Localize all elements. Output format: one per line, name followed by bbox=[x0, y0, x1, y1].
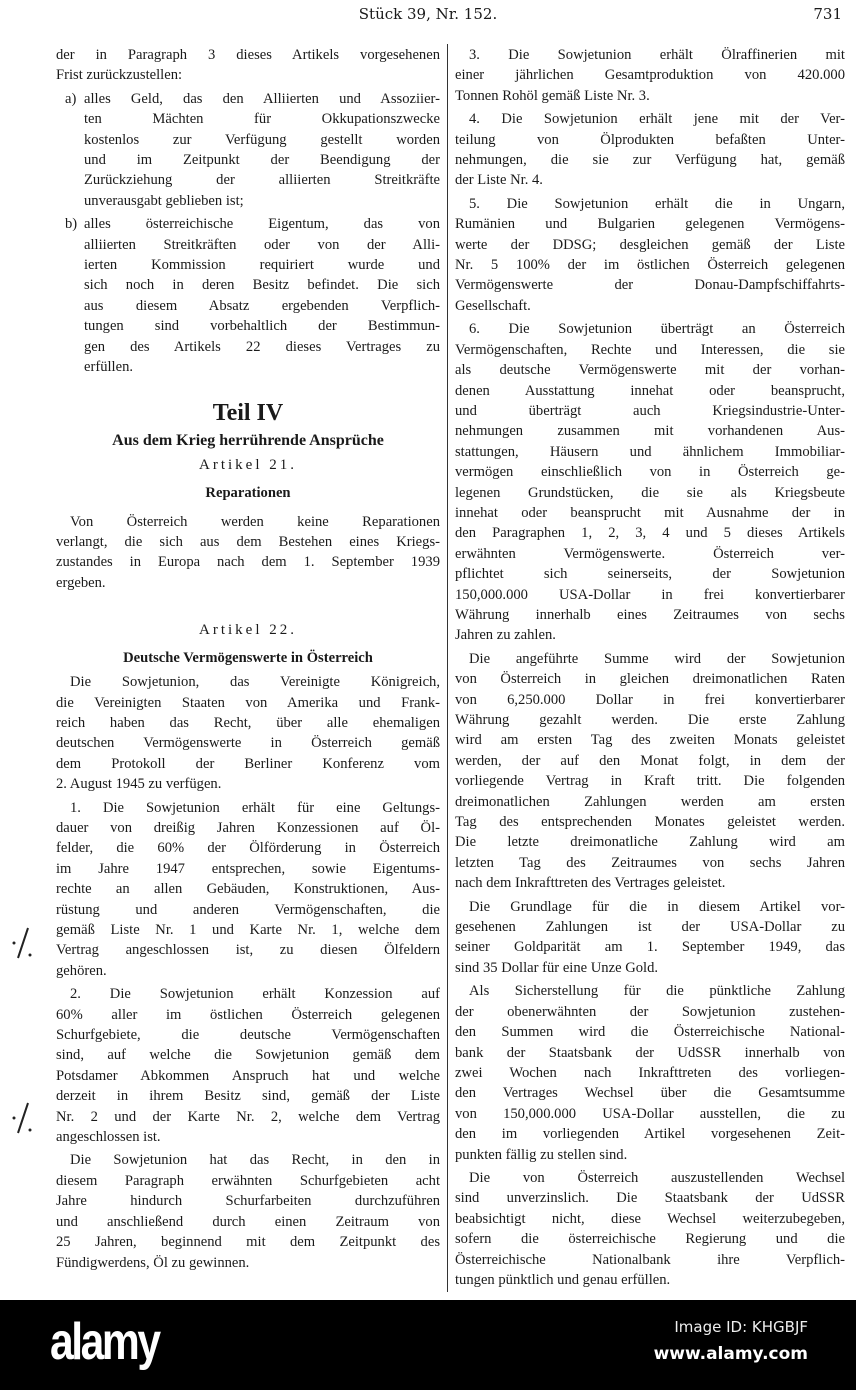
line-text: kostenlos zur Verfügung gestellt worden bbox=[84, 131, 440, 148]
line-text: werden, der auf den Monat folgt, in dem der bbox=[455, 752, 845, 769]
left-column bbox=[56, 42, 440, 1273]
text-line bbox=[56, 713, 440, 733]
line-text: alles Geld, das den Alliierten und Assoziier- bbox=[84, 90, 440, 107]
line-text: Tonnen Rohöl gemäß Liste Nr. 3. bbox=[455, 87, 650, 104]
text-line bbox=[56, 1066, 440, 1086]
line-text: nehmungen, die sie zur Verfügung hat, gemäß bbox=[455, 152, 845, 169]
item-label: b) bbox=[65, 216, 78, 233]
line-text: der Liste Nr. 4. bbox=[455, 172, 543, 189]
line-text: punkten fällig zu stellen sind. bbox=[455, 1146, 628, 1163]
text-line bbox=[56, 1025, 440, 1045]
line-text: felder, die 60% der Ölförderung in Österreich bbox=[56, 840, 440, 857]
para-block bbox=[56, 1150, 440, 1272]
text-line bbox=[56, 672, 440, 692]
text-line bbox=[56, 693, 440, 713]
text-line bbox=[455, 625, 845, 645]
text-line bbox=[455, 109, 845, 129]
text-line bbox=[455, 1104, 845, 1124]
handwritten-margin-mark bbox=[8, 925, 38, 961]
site-url: www.alamy.com bbox=[653, 1344, 808, 1364]
line-text: seiner Goldparität am 1. September 1949, das bbox=[455, 939, 845, 956]
text-line bbox=[56, 316, 440, 336]
line-text: 60% aller im östlichen Österreich gelegenen bbox=[56, 1006, 440, 1023]
text-line bbox=[455, 832, 845, 852]
line-text: der in Paragraph 3 dieses Artikels vorgesehenen bbox=[56, 47, 440, 63]
para-block bbox=[455, 649, 845, 894]
text-line bbox=[455, 483, 845, 503]
text-line bbox=[455, 1270, 845, 1290]
title-block bbox=[56, 482, 440, 504]
text-line bbox=[56, 733, 440, 753]
line-text: nehmungen zusammen mit vorhandenen Aus- bbox=[455, 423, 845, 440]
text-line bbox=[56, 430, 440, 452]
text-line bbox=[56, 130, 440, 150]
line-text: werte der DDSG; desgleichen gemäß der Liste bbox=[455, 236, 845, 253]
para-block bbox=[56, 672, 440, 794]
line-text: derzeit in ihrem Besitz sind, gemäß der Liste bbox=[56, 1088, 440, 1105]
line-text: den im vorliegenden Artikel vorgesehenen Zeit- bbox=[455, 1126, 845, 1143]
line-text: der obenerwähnten der Sowjetunion zustehen- bbox=[455, 1003, 845, 1020]
line-text: dauer von dreißig Jahren Konzessionen auf Öl- bbox=[56, 819, 440, 836]
line-text: sofern die österreichische Regierung und die bbox=[455, 1231, 845, 1248]
text-line bbox=[455, 421, 845, 441]
text-line bbox=[455, 170, 845, 190]
line-text: dreimonatlichen Zahlungen werden am ersten bbox=[455, 793, 845, 810]
line-text: Die letzte dreimonatliche Zahlung wird am bbox=[455, 834, 845, 851]
text-line bbox=[455, 1229, 845, 1249]
line-text: beabsichtigt nicht, diese Wechsel weiterzubegeben, bbox=[455, 1210, 845, 1227]
text-line bbox=[455, 812, 845, 832]
text-line bbox=[455, 319, 845, 339]
line-text: sind unverzinslich. Die Staatsbank der UdSSR bbox=[455, 1190, 845, 1207]
text-line bbox=[455, 585, 845, 605]
line-text: tungen sind vorbehaltlich der Bestimmun- bbox=[84, 318, 440, 335]
text-line bbox=[455, 669, 845, 689]
text-line bbox=[455, 730, 845, 750]
text-line bbox=[56, 235, 440, 255]
text-line bbox=[56, 920, 440, 940]
text-line bbox=[56, 337, 440, 357]
line-text: 150,000.000 USA-Dollar in frei konvertierbarer bbox=[455, 586, 845, 603]
line-text: und überträgt auch Kriegsindustrie-Unter- bbox=[455, 402, 845, 419]
line-text: Tag des entsprechenden Monates geleistet werden. bbox=[455, 814, 845, 831]
line-text: den Vertrages Wechsel über die Gesamtsumme bbox=[455, 1085, 845, 1102]
line-text: bank der Staatsbank der UdSSR innerhalb von bbox=[455, 1044, 845, 1061]
para-block bbox=[455, 319, 845, 646]
text-line bbox=[455, 937, 845, 957]
line-text: Die Sowjetunion hat das Recht, in den in bbox=[70, 1152, 440, 1169]
text-line bbox=[56, 1232, 440, 1252]
text-line bbox=[455, 1209, 845, 1229]
line-text: von 6,250.000 Dollar in frei konvertierbarer bbox=[455, 691, 845, 708]
para-block bbox=[455, 897, 845, 979]
text-line bbox=[56, 1127, 440, 1147]
text-line bbox=[455, 1083, 845, 1103]
line-text: Nr. 2 und der Karte Nr. 2, welche dem Vertrag bbox=[56, 1108, 440, 1125]
text-line bbox=[455, 605, 845, 625]
alamy-logo: alamy bbox=[50, 1313, 159, 1371]
line-text: tungen pünktlich und genau erfüllen. bbox=[455, 1271, 671, 1288]
text-line bbox=[56, 65, 440, 85]
line-text: diesem Paragraph erwähnten Schurfgebieten acht bbox=[56, 1172, 440, 1189]
text-line bbox=[56, 214, 440, 234]
text-line bbox=[56, 961, 440, 981]
line-text: den Paragraphen 1, 2, 3, 4 und 5 dieses Artikels bbox=[455, 525, 845, 542]
line-text: Als Sicherstellung für die pünktliche Zahlung bbox=[469, 983, 845, 1000]
text-line bbox=[56, 838, 440, 858]
line-text: 2. August 1945 zu verfügen. bbox=[56, 776, 222, 793]
para-block bbox=[455, 194, 845, 316]
text-line bbox=[455, 1124, 845, 1144]
line-text: Nr. 5 100% der im östlichen Österreich gelegenen bbox=[455, 257, 845, 274]
text-line bbox=[455, 401, 845, 421]
line-text: gemäß Liste Nr. 1 und Karte Nr. 1, welche dem bbox=[56, 922, 440, 938]
text-line bbox=[455, 1063, 845, 1083]
title-block bbox=[56, 647, 440, 669]
line-text: verlangt, die sich aus dem Bestehen eines Kriegs- bbox=[56, 533, 440, 550]
text-line bbox=[56, 1045, 440, 1065]
line-text: pflichtet sich seinerseits, der Sowjetunion bbox=[455, 566, 845, 583]
text-line bbox=[455, 1145, 845, 1165]
text-line bbox=[56, 512, 440, 532]
line-text: vermögen einschließlich von in Österreich ge- bbox=[455, 464, 845, 481]
line-text: ierten Kommission requiriert wurde und bbox=[84, 257, 440, 274]
heading-sub-block bbox=[56, 430, 440, 452]
watermark-footer bbox=[0, 1300, 856, 1390]
text-line bbox=[56, 1086, 440, 1106]
column-divider bbox=[447, 44, 448, 1292]
line-text: sind, auf welche die Sowjetunion gemäß dem bbox=[56, 1047, 440, 1064]
text-line bbox=[56, 754, 440, 774]
line-text: Jahre hindurch Schurfarbeiten durchzuführen bbox=[56, 1193, 440, 1210]
article-block bbox=[56, 454, 440, 476]
line-text: Die Grundlage für die in diesem Artikel vor- bbox=[469, 898, 845, 915]
text-line bbox=[56, 1253, 440, 1273]
text-line bbox=[56, 573, 440, 593]
line-text: Vertrag angeschlossen ist, zu diesen Ölfeldern bbox=[56, 942, 440, 959]
para-block bbox=[455, 109, 845, 191]
line-text: innehat oder beansprucht mit Ausnahme der in bbox=[455, 504, 845, 521]
line-text: ten Mächten für Okkupationszwecke bbox=[84, 111, 440, 128]
line-text: legenen Grundstücken, die sie als Kriegsbeute bbox=[455, 484, 845, 501]
item-label: a) bbox=[65, 90, 77, 107]
line-text: Artikel 22. bbox=[199, 622, 297, 639]
line-text: Vermögenswerte der Donau-Dampfschiffahrts- bbox=[455, 277, 845, 294]
text-line bbox=[56, 940, 440, 960]
line-text: 25 Jahren, beginnend mit dem Zeitpunkt des bbox=[56, 1234, 440, 1251]
line-text: im Jahre 1947 entsprechen, sowie Eigentums- bbox=[56, 860, 440, 877]
para-block bbox=[455, 1168, 845, 1290]
line-text: aus diesem Absatz ergebenden Verpflich- bbox=[84, 297, 440, 314]
line-text: den Summen wird die Österreichische National- bbox=[455, 1024, 845, 1041]
image-id: Image ID: KHGBJF bbox=[674, 1318, 808, 1336]
text-line bbox=[56, 818, 440, 838]
text-line bbox=[56, 774, 440, 794]
handwritten-margin-mark bbox=[8, 1100, 38, 1136]
text-line bbox=[455, 649, 845, 669]
text-line bbox=[455, 275, 845, 295]
text-line bbox=[455, 45, 845, 65]
text-line bbox=[455, 86, 845, 106]
line-text: sich noch in deren Besitz befindet. Die sich bbox=[84, 277, 440, 294]
text-line bbox=[56, 619, 440, 641]
line-text: Fündigwerdens, Öl zu gewinnen. bbox=[56, 1254, 250, 1271]
line-text: Gesellschaft. bbox=[455, 297, 531, 314]
line-text: alles österreichische Eigentum, das von bbox=[84, 216, 440, 233]
text-line bbox=[455, 1250, 845, 1270]
text-line bbox=[56, 454, 440, 476]
text-line bbox=[455, 853, 845, 873]
text-line bbox=[56, 879, 440, 899]
line-text: sind 35 Dollar für eine Unze Gold. bbox=[455, 959, 659, 976]
line-text: reich haben das Recht, über alle ehemaligen bbox=[56, 714, 440, 731]
para-block bbox=[56, 798, 440, 982]
line-text: von 150,000.000 USA-Dollar ausstellen, die zu bbox=[455, 1105, 845, 1122]
line-text: Jahren zu zahlen. bbox=[455, 627, 556, 644]
line-text: rüstung und anderen Vermögenschaften, die bbox=[56, 901, 440, 918]
text-line bbox=[56, 191, 440, 211]
para-block bbox=[455, 45, 845, 106]
para-block bbox=[455, 981, 845, 1165]
line-text: Deutsche Vermögenswerte in Österreich bbox=[123, 650, 373, 667]
line-text: Frist zurückzustellen: bbox=[56, 67, 183, 84]
line-text: Artikel 21. bbox=[199, 456, 297, 473]
line-text: von Österreich in gleichen dreimonatlichen Raten bbox=[455, 671, 845, 688]
text-line bbox=[56, 984, 440, 1004]
para-block bbox=[56, 984, 440, 1147]
line-text: 2. Die Sowjetunion erhält Konzession auf bbox=[70, 986, 440, 1003]
line-text: Rumänien und Bulgarien gelegenen Vermögens- bbox=[455, 216, 845, 233]
text-line bbox=[455, 958, 845, 978]
line-text: unverausgabt geblieben ist; bbox=[84, 192, 244, 209]
text-line bbox=[455, 255, 845, 275]
line-text: und im Zeitpunkt der Beendigung der bbox=[84, 152, 440, 169]
text-line bbox=[455, 710, 845, 730]
line-text: ergeben. bbox=[56, 574, 106, 591]
line-text: Schurfgebiete, die deutsche Vermögenschaften bbox=[56, 1027, 440, 1044]
text-line bbox=[56, 255, 440, 275]
text-line bbox=[56, 398, 440, 428]
page-header bbox=[0, 2, 856, 26]
line-text: Teil IV bbox=[212, 399, 284, 426]
line-text: zwei Wochen nach Inkrafttreten des vorliegen- bbox=[455, 1064, 845, 1081]
text-line bbox=[455, 235, 845, 255]
line-text: Potsdamer Abkommen Anspruch hat und welche bbox=[56, 1067, 440, 1084]
line-text: stattungen, Häusern und ähnlichem Immobiliar- bbox=[455, 443, 845, 460]
text-line bbox=[56, 482, 440, 504]
text-line bbox=[455, 771, 845, 791]
text-line bbox=[455, 130, 845, 150]
text-line bbox=[455, 462, 845, 482]
line-text: einer jährlichen Gesamtproduktion von 420.000 bbox=[455, 67, 845, 84]
line-text: Die angeführte Summe wird der Sowjetunion bbox=[469, 650, 845, 667]
text-line bbox=[455, 1002, 845, 1022]
line-text: und anschließend durch einen Zeitraum von bbox=[56, 1213, 440, 1230]
text-line bbox=[455, 1168, 845, 1188]
line-text: erfüllen. bbox=[84, 359, 134, 376]
line-text: Von Österreich werden keine Reparationen bbox=[70, 513, 440, 530]
text-line bbox=[56, 798, 440, 818]
text-line bbox=[455, 981, 845, 1001]
line-text: dem Protokoll der Berliner Konferenz vom bbox=[56, 755, 440, 772]
text-line bbox=[56, 1150, 440, 1170]
text-line bbox=[56, 150, 440, 170]
line-text: Zurückziehung der alliierten Streitkräfte bbox=[84, 172, 440, 189]
right-column bbox=[455, 42, 845, 1290]
text-line bbox=[455, 65, 845, 85]
text-line bbox=[455, 1188, 845, 1208]
text-line bbox=[56, 1171, 440, 1191]
text-line bbox=[56, 109, 440, 129]
text-line bbox=[56, 1191, 440, 1211]
text-line bbox=[56, 357, 440, 377]
line-text: letzten Tag des Zeitraumes von sechs Jahren bbox=[455, 854, 845, 871]
line-text: alliierten Streitkräften oder von der Alli- bbox=[84, 236, 440, 253]
text-line bbox=[56, 900, 440, 920]
text-line bbox=[455, 897, 845, 917]
line-text: zustandes in Europa nach dem 1. September 1939 bbox=[56, 554, 440, 571]
line-text: Währung innerhalb eines Zeitraumes von sechs bbox=[455, 606, 845, 623]
text-line bbox=[455, 690, 845, 710]
text-line bbox=[455, 1022, 845, 1042]
article-block bbox=[56, 619, 440, 641]
line-text: Vermögenschaften, Rechte und Interessen, die sie bbox=[455, 341, 845, 358]
line-text: 6. Die Sowjetunion überträgt an Österreich bbox=[469, 321, 845, 338]
text-line bbox=[56, 1107, 440, 1127]
line-text: nach dem Inkrafttreten des Vertrages geleistet. bbox=[455, 875, 726, 892]
line-text: rechte an allen Gebäuden, Konstruktionen, Aus- bbox=[56, 881, 440, 898]
text-line bbox=[56, 532, 440, 552]
running-title: Stück 39, Nr. 152. bbox=[358, 5, 498, 23]
line-text: teilung von Ölprodukten befaßten Unter- bbox=[455, 131, 845, 148]
text-line bbox=[455, 442, 845, 462]
line-text: Aus dem Krieg herrührende Ansprüche bbox=[112, 431, 384, 449]
page-number: 731 bbox=[813, 5, 842, 23]
line-text: Reparationen bbox=[205, 484, 291, 501]
text-line bbox=[455, 751, 845, 771]
text-line bbox=[56, 859, 440, 879]
text-line bbox=[455, 873, 845, 893]
text-line bbox=[455, 150, 845, 170]
text-line bbox=[455, 523, 845, 543]
para-cont-block bbox=[56, 45, 440, 86]
line-text: Die von Österreich auszustellenden Wechsel bbox=[469, 1169, 845, 1186]
line-text: angeschlossen ist. bbox=[56, 1129, 161, 1146]
text-line bbox=[56, 275, 440, 295]
text-line bbox=[56, 170, 440, 190]
text-line bbox=[455, 917, 845, 937]
line-text: 3. Die Sowjetunion erhält Ölraffinerien mit bbox=[469, 47, 845, 63]
line-text: gesehenen Zahlungen ist der USA-Dollar zu bbox=[455, 919, 845, 936]
text-line bbox=[56, 45, 440, 65]
text-line bbox=[455, 381, 845, 401]
heading-big-block bbox=[56, 398, 440, 428]
text-line bbox=[455, 340, 845, 360]
line-text: erwähnten Vermögenswerte. Österreich ver- bbox=[455, 545, 845, 562]
text-line bbox=[455, 1043, 845, 1063]
line-text: als deutsche Vermögenswerte mit der vorhan- bbox=[455, 362, 845, 379]
line-text: Die Sowjetunion, das Vereinigte Königreich, bbox=[70, 674, 440, 691]
text-line bbox=[455, 194, 845, 214]
line-text: Währung gezahlt werden. Die erste Zahlung bbox=[455, 712, 845, 728]
line-text: Österreichische Nationalbank ihre Verpflich- bbox=[455, 1251, 845, 1268]
line-text: 1. Die Sowjetunion erhält für eine Geltungs- bbox=[70, 799, 440, 816]
text-line bbox=[455, 503, 845, 523]
text-line bbox=[455, 296, 845, 316]
text-line bbox=[56, 89, 440, 109]
para-block bbox=[56, 512, 440, 594]
text-line bbox=[455, 564, 845, 584]
line-text: vorliegende Vertrag in Kraft tritt. Die folgenden bbox=[455, 773, 845, 790]
text-line bbox=[56, 1212, 440, 1232]
line-text: 4. Die Sowjetunion erhält jene mit der Ver- bbox=[469, 111, 845, 128]
text-line bbox=[455, 360, 845, 380]
item-block bbox=[56, 214, 440, 377]
text-line bbox=[455, 214, 845, 234]
text-line bbox=[56, 296, 440, 316]
line-text: 5. Die Sowjetunion erhält die in Ungarn, bbox=[469, 195, 845, 212]
text-line bbox=[455, 544, 845, 564]
line-text: gen des Artikels 22 dieses Vertrages zu bbox=[84, 338, 440, 355]
line-text: gehören. bbox=[56, 962, 107, 979]
text-line bbox=[56, 552, 440, 572]
item-block bbox=[56, 89, 440, 211]
line-text: wird am ersten Tag des zweiten Monats geleistet bbox=[455, 732, 845, 749]
text-line bbox=[455, 792, 845, 812]
line-text: die Vereinigten Staaten von Amerika und Frank- bbox=[56, 694, 440, 711]
text-line bbox=[56, 1005, 440, 1025]
line-text: deutschen Vermögenswerte in Österreich gemäß bbox=[56, 735, 440, 752]
line-text: denen Ausstattung innehat oder beansprucht, bbox=[455, 382, 845, 399]
text-line bbox=[56, 647, 440, 669]
